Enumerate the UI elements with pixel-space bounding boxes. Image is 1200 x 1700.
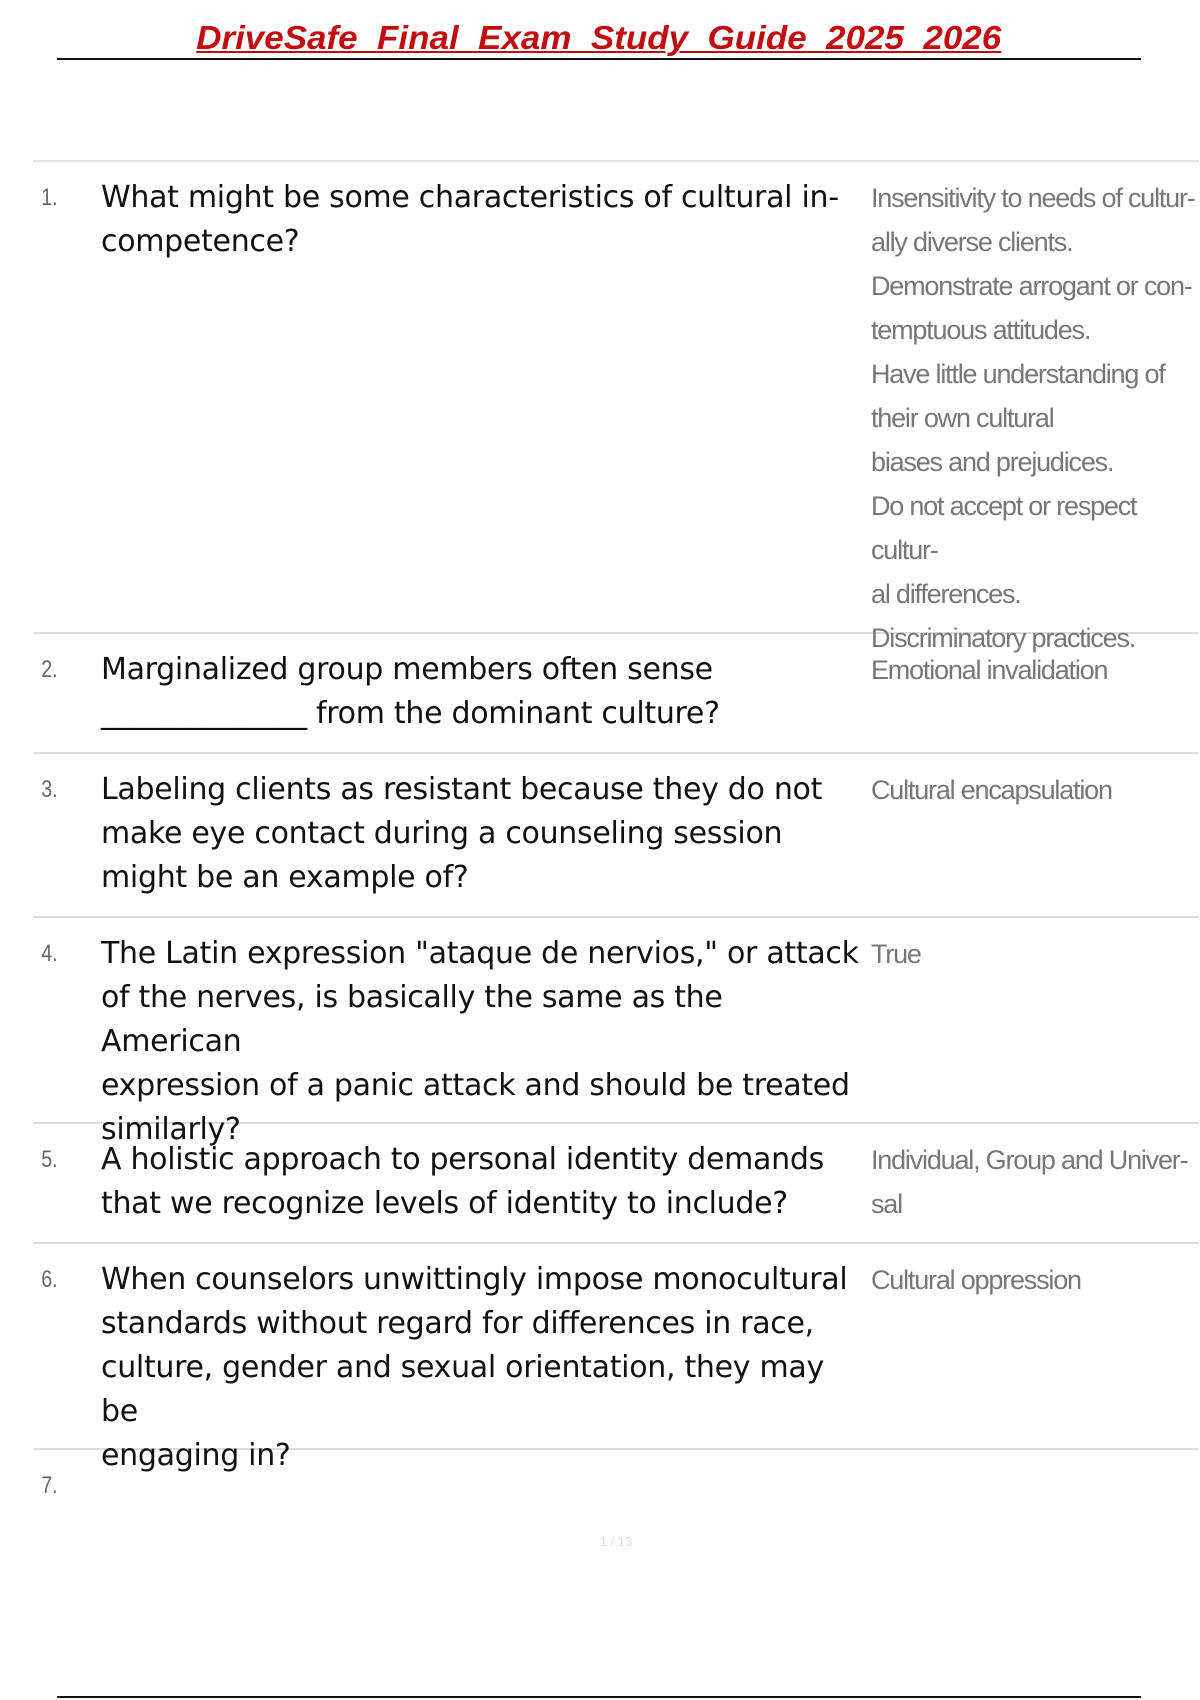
answer-text: Individual, Group and Univer- sal — [871, 1145, 1188, 1219]
question-number: 3. — [41, 776, 58, 803]
question-text: The Latin expression "ataque de nervios," or attack of the nerves, is basically the same as the American expression of a panic attack and should be treated similarly? — [101, 936, 859, 1147]
qa-row — [33, 162, 1199, 653]
question-number: 4. — [41, 940, 58, 967]
question-number: 7. — [41, 1472, 58, 1499]
question-text: A holistic approach to personal identity demands that we recognize levels of identity to include? — [101, 1142, 824, 1221]
question-text: What might be some characteristics of cultural in- competence? — [101, 180, 839, 259]
question-text: Marginalized group members often sense ______________ from the dominant culture? — [101, 652, 720, 731]
question-answer-list — [33, 160, 1199, 1530]
question-text: Labeling clients as resistant because they do not make eye contact during a counseling session might be an example of? — [101, 772, 823, 895]
answer-text: Cultural encapsulation — [871, 775, 1112, 805]
page-indicator: 1 / 13 — [599, 1534, 633, 1549]
qa-row — [33, 1124, 1199, 1244]
qa-row — [33, 754, 1199, 918]
question-number: 6. — [41, 1266, 58, 1293]
answer-text: Insensitivity to needs of cultur- ally diverse clients. Demonstrate arrogant or con- temptuous attitudes. Have little understanding of their own cultural biases and prejudices. Do not accept or respect cultur- al differences. Discriminatory practices. — [871, 183, 1195, 653]
answer-text: Cultural oppression — [871, 1265, 1081, 1295]
qa-row — [33, 634, 1199, 754]
qa-row — [33, 1244, 1199, 1473]
document-title-bar — [57, 18, 1141, 60]
question-text — [101, 1464, 871, 1514]
question-text: When counselors unwittingly impose monocultural standards without regard for differences in race, culture, gender and sexual orientation, they may be engaging in? — [101, 1262, 848, 1473]
question-number: 5. — [41, 1146, 58, 1173]
qa-row — [33, 918, 1199, 1147]
bottom-divider — [57, 1696, 1141, 1698]
answer-text — [871, 1464, 1199, 1514]
question-number: 2. — [41, 656, 58, 683]
question-number: 1. — [41, 184, 58, 211]
document-title: DriveSafe_Final_Exam_Study_Guide_2025_2026 — [196, 19, 1002, 56]
answer-text: Emotional invalidation — [871, 655, 1108, 685]
answer-text: True — [871, 939, 921, 969]
